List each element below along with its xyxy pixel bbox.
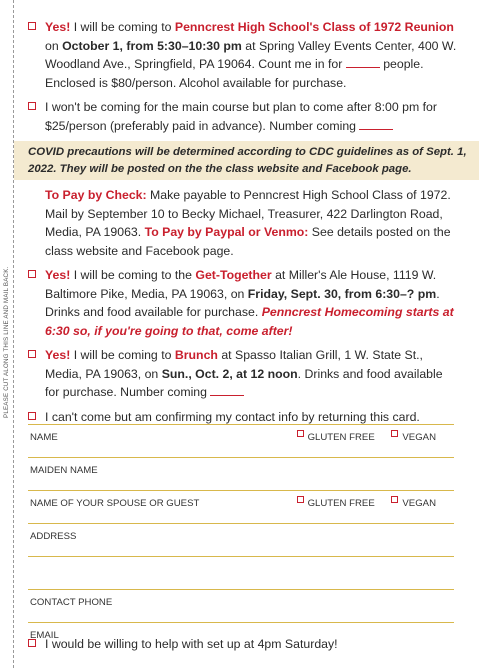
gettogether-text: at Miller's Ale House, 1119 W. Baltimore Pike, Media, PA 19063, on	[45, 268, 437, 301]
spouse-diet-options	[283, 495, 436, 514]
address-field[interactable]	[28, 524, 454, 557]
gluten-free-option[interactable]	[297, 495, 375, 514]
brunch-text: at Spasso Italian Grill, 1 W. State St., Media, PA 19063, on	[45, 348, 423, 381]
help-checkbox[interactable]	[28, 639, 36, 647]
gettogether-checkbox[interactable]	[28, 270, 36, 278]
maiden-name-label: MAIDEN NAME	[30, 465, 98, 476]
gettogether-text: . Drinks and food available for purchase.	[45, 286, 440, 319]
gettogether-text: I will be coming to the	[70, 268, 196, 282]
brunch-text: . Drinks and food available for purchase. Number coming	[45, 366, 443, 399]
reunion-checkbox[interactable]	[28, 22, 36, 30]
brunch-checkbox[interactable]	[28, 350, 36, 358]
maiden-name-field[interactable]	[28, 458, 454, 491]
address-line-2[interactable]	[28, 557, 454, 590]
email-label: EMAIL	[30, 630, 59, 641]
reunion-option	[28, 18, 460, 92]
phone-label: CONTACT PHONE	[30, 597, 113, 608]
gluten-free-checkbox[interactable]	[297, 430, 304, 437]
spouse-field[interactable]	[28, 491, 454, 524]
brunch-date: Sun., Oct. 2, at 12 noon	[161, 366, 298, 381]
phone-field[interactable]	[28, 590, 454, 623]
brunch-option	[28, 346, 460, 402]
contact-form	[28, 424, 454, 643]
cant-come-text: I can't come but am confirming my contact info by returning this card.	[45, 409, 420, 424]
reunion-event-name: Penncrest High School's Class of 1972 Reunion	[174, 20, 454, 34]
check-label: To Pay by Check:	[45, 188, 147, 202]
yes-label: Yes!	[45, 268, 71, 282]
address-label: ADDRESS	[30, 531, 77, 542]
paypal-text: See details posted on the class website and Facebook page.	[45, 225, 451, 258]
gluten-free-checkbox[interactable]	[297, 496, 304, 503]
name-diet-options	[283, 429, 436, 448]
vegan-checkbox[interactable]	[391, 430, 398, 437]
vegan-checkbox[interactable]	[391, 496, 398, 503]
rsvp-card	[28, 18, 467, 432]
vegan-label: VEGAN	[402, 432, 436, 443]
paypal-label: To Pay by Paypal or Venmo:	[144, 225, 309, 239]
reunion-text: at Spring Valley Events Center, 400 W. Woodland Ave., Springfield, PA 19064. Count me in for	[45, 38, 457, 71]
brunch-event-name: Brunch	[174, 348, 218, 362]
reunion-text: people. Enclosed is $80/person. Alcohol available for purchase.	[45, 57, 424, 90]
yes-label: Yes!	[45, 348, 71, 362]
covid-notice: COVID precautions will be determined according to CDC guidelines as of Sept. 1, 2022. They will be posted on the the class website and Facebook page.	[14, 141, 479, 180]
name-label: NAME	[30, 432, 58, 443]
gettogether-option	[28, 266, 460, 340]
reunion-count-blank[interactable]	[346, 55, 380, 68]
after8-text: I won't be coming for the main course but plan to come after 8:00 pm for $25/person (preferably paid in advance). Number coming	[45, 100, 437, 133]
vegan-label: VEGAN	[402, 498, 436, 509]
gluten-free-option[interactable]	[297, 429, 375, 448]
yes-label: Yes!	[45, 20, 71, 34]
gettogether-event-name: Get-Together	[195, 268, 272, 282]
gettogether-date: Friday, Sept. 30, from 6:30–? pm	[247, 286, 437, 301]
vegan-option[interactable]	[391, 495, 436, 514]
homecoming-note: Penncrest Homecoming starts at 6:30 so, if you're going to that, come after!	[45, 305, 454, 338]
after8-checkbox[interactable]	[28, 102, 36, 110]
help-option	[28, 635, 338, 654]
reunion-date: October 1, from 5:30–10:30 pm	[62, 38, 242, 53]
brunch-text: I will be coming to	[70, 348, 175, 362]
reunion-text: I will be coming to	[70, 20, 175, 34]
brunch-count-blank[interactable]	[210, 383, 244, 396]
vegan-option[interactable]	[391, 429, 436, 448]
cant-come-checkbox[interactable]	[28, 412, 36, 420]
payment-info	[28, 186, 460, 260]
cut-instruction: PLEASE CUT ALONG THIS LINE AND MAIL BACK.	[2, 266, 10, 418]
reunion-text: on	[45, 38, 63, 53]
gluten-free-label: GLUTEN FREE	[307, 432, 375, 443]
check-text: Make payable to Penncrest High School Class of 1972. Mail by September 10 to Becky Michael, Treasurer, 422 Darlington Road, Media, PA 19063.	[45, 188, 451, 239]
gluten-free-label: GLUTEN FREE	[307, 498, 375, 509]
spouse-label: NAME OF YOUR SPOUSE OR GUEST	[30, 498, 200, 509]
help-text: I would be willing to help with set up at 4pm Saturday!	[45, 637, 338, 651]
after8-option	[28, 98, 460, 135]
name-field[interactable]	[28, 424, 454, 458]
after8-count-blank[interactable]	[359, 117, 393, 130]
